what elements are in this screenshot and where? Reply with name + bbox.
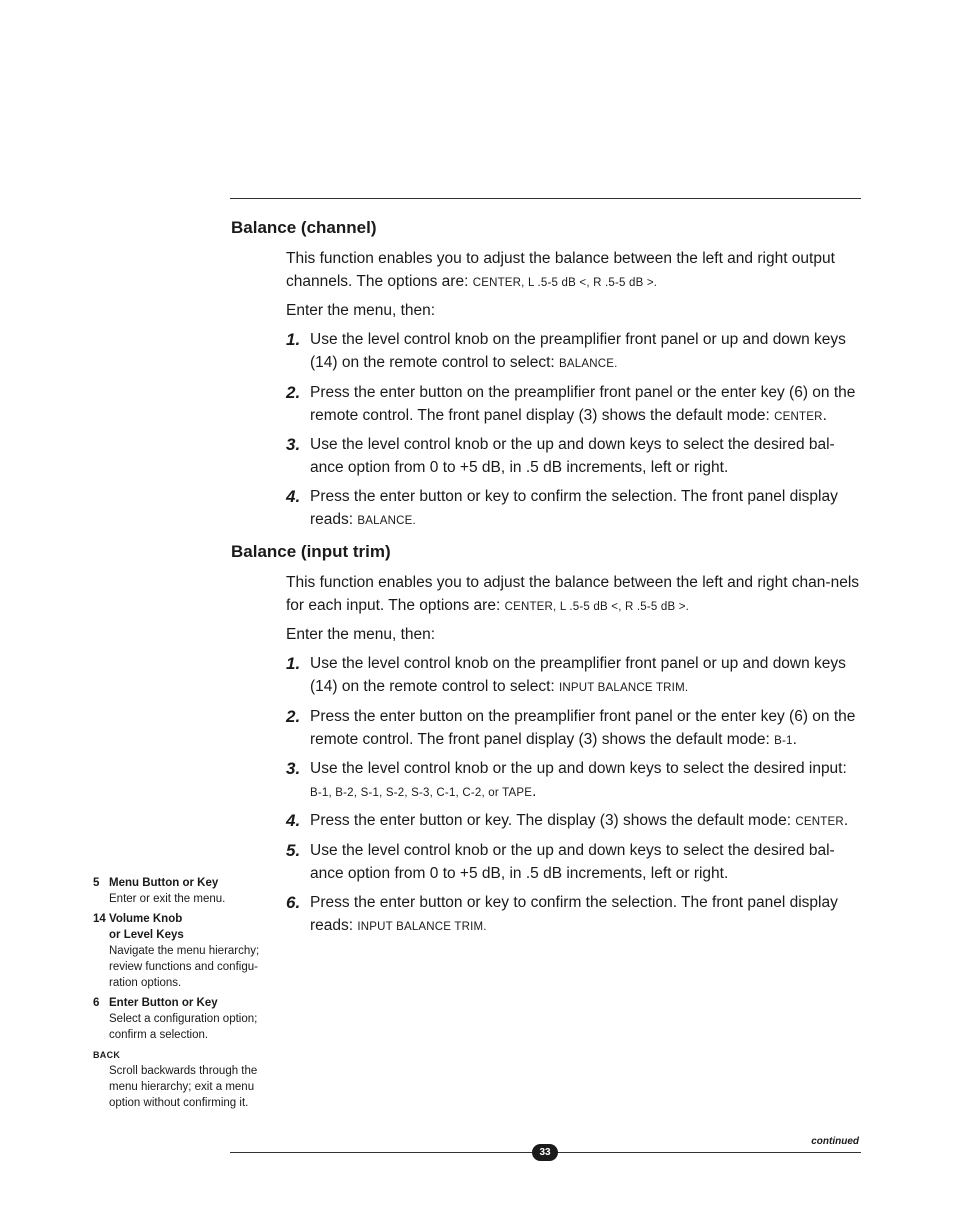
step-text: Use the level control knob or the up and down keys to select the desired bal-ance option from 0 to +5 dB, in .5 dB increments, left or right.: [310, 842, 835, 882]
step-text: Press the enter button or key to confirm the selection. The front panel display reads: BALANCE.: [310, 488, 838, 528]
step-number: 4.: [286, 487, 301, 506]
sidebar-back-desc: Scroll backwards through the menu hierarchy; exit a menu option without confirming it.: [109, 1065, 258, 1109]
step-number: 1.: [286, 654, 301, 673]
enter-menu-text: Enter the menu, then:: [286, 626, 436, 643]
step-text: Use the level control knob or the up and down keys to select the desired bal-ance option from 0 to +5 dB, in .5 dB increments, left or right.: [310, 436, 835, 476]
page-number-badge: 33: [532, 1144, 558, 1161]
step-number: 3.: [286, 759, 301, 778]
sidebar-item-desc: Select a configuration option; confirm a selection.: [109, 1013, 258, 1041]
intro-text: This function enables you to adjust the balance between the left and right output channels. The options are:: [286, 250, 835, 290]
step-number: 4.: [286, 811, 301, 830]
step-text: Press the enter button on the preamplifier front panel or the enter key (6) on the remote control. The front panel display (3) shows the default mode: B-1.: [310, 708, 856, 748]
section-intro: [286, 571, 861, 619]
intro-options: CENTER, L .5-5 dB <, R .5-5 dB >.: [472, 277, 658, 289]
sidebar-back-title: BACK: [93, 1050, 121, 1060]
section-heading-balance-channel: Balance (channel): [231, 218, 377, 237]
sidebar-item-title: Volume Knob: [109, 913, 183, 925]
step-text: Use the level control knob on the preamplifier front panel or up and down keys (14) on the remote control to select: BALANCE.: [310, 331, 846, 371]
sidebar-item-desc: Enter or exit the menu.: [109, 893, 226, 905]
step-number: 6.: [286, 893, 301, 912]
top-rule: [230, 198, 861, 199]
sidebar-item-desc: Navigate the menu hierarchy; review functions and configu-ration options.: [109, 945, 260, 989]
sidebar-item-number: 14: [93, 913, 106, 925]
section-heading-balance-input-trim: Balance (input trim): [231, 542, 391, 561]
sidebar-item-number: 6: [93, 997, 100, 1009]
sidebar-item: [93, 875, 273, 907]
step-number: 1.: [286, 330, 301, 349]
sidebar-legend: [93, 875, 273, 1115]
sidebar-item-number: 5: [93, 877, 100, 889]
continued-label: continued: [811, 1136, 859, 1147]
step-text: Press the enter button on the preamplifier front panel or the enter key (6) on the remote control. The front panel display (3) shows the default mode: CENTER.: [310, 384, 856, 424]
step-text: Press the enter button or key. The display (3) shows the default mode: CENTER.: [310, 812, 849, 829]
enter-menu-text: Enter the menu, then:: [286, 302, 436, 319]
step-number: 2.: [286, 383, 301, 402]
step-number: 3.: [286, 435, 301, 454]
sidebar-item-back: [93, 1047, 273, 1111]
intro-text: This function enables you to adjust the balance between the left and right chan-nels for each input. The options are:: [286, 574, 860, 614]
sidebar-item: [93, 911, 273, 991]
sidebar-item-title: Menu Button or Key: [109, 877, 219, 889]
step-text: Use the level control knob on the preamplifier front panel or up and down keys (14) on the remote control to select: INPUT BALANCE TRIM.: [310, 655, 846, 695]
sidebar-item: [93, 995, 273, 1043]
step-text: Use the level control knob or the up and down keys to select the desired input: B-1, B-2, S-1, S-2, S-3, C-1, C-2, or TAPE.: [310, 760, 847, 800]
step-text: Press the enter button or key to confirm the selection. The front panel display reads: INPUT BALANCE TRIM.: [310, 894, 838, 934]
section-intro: [286, 247, 861, 295]
step-number: 5.: [286, 841, 301, 860]
intro-options: CENTER, L .5-5 dB <, R .5-5 dB >.: [504, 601, 690, 613]
sidebar-item-title: Enter Button or Key: [109, 997, 218, 1009]
sidebar-item-title-line2: or Level Keys: [109, 929, 184, 941]
step-number: 2.: [286, 707, 301, 726]
